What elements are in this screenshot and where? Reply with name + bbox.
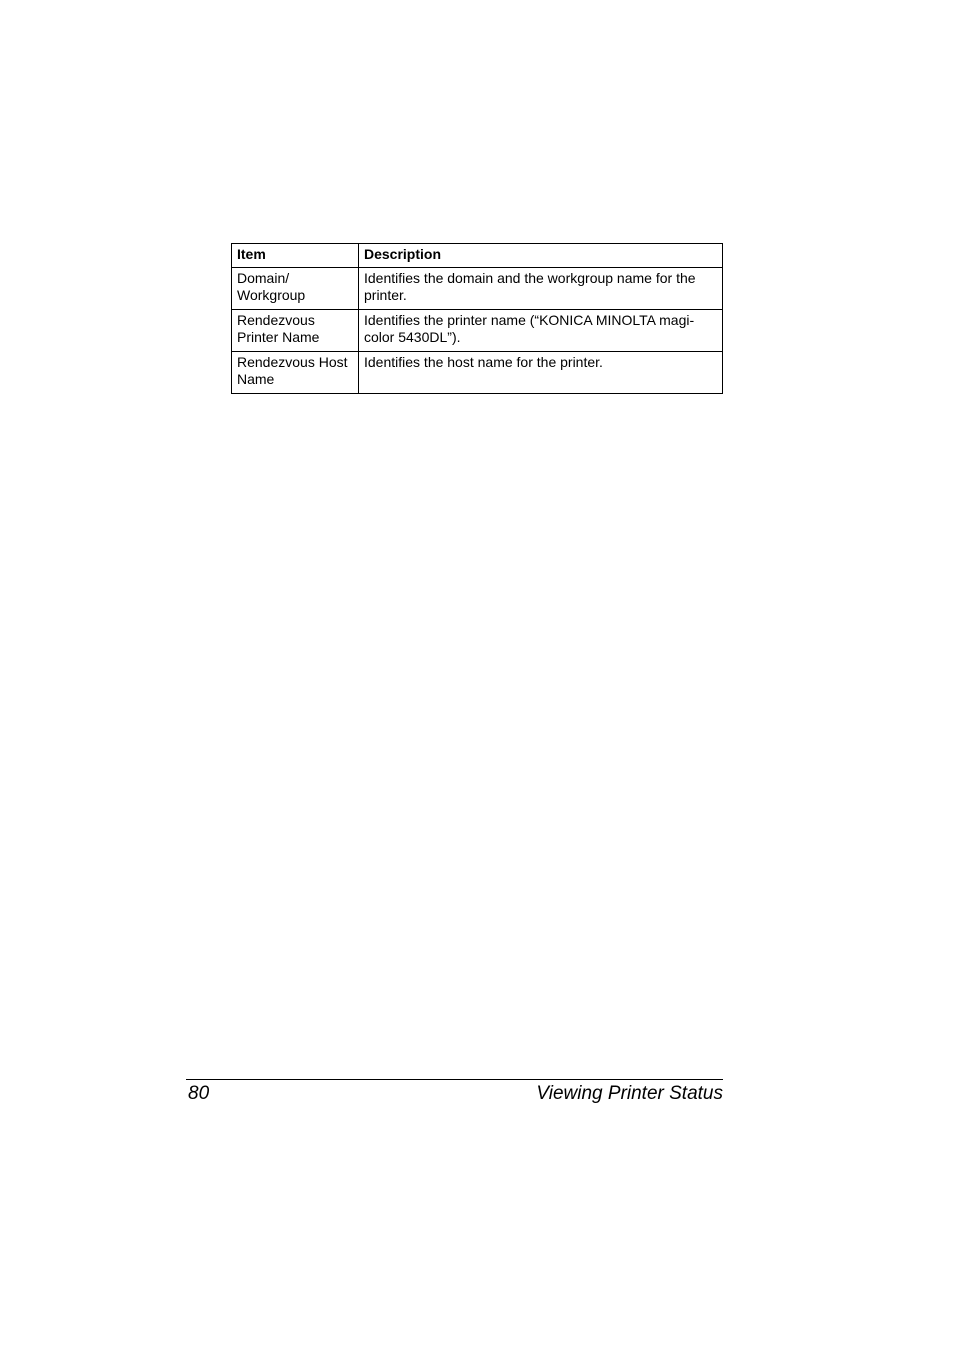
footer-divider (186, 1079, 723, 1080)
table-cell-item: Domain/ Workgroup (232, 267, 359, 309)
table-cell-description: Identifies the printer name (“KONICA MINOLTA magi- color 5430DL”). (359, 309, 723, 351)
table-cell-item: Rendezvous Printer Name (232, 309, 359, 351)
table-cell-item: Rendezvous Host Name (232, 351, 359, 393)
table-row (232, 267, 723, 309)
table-row (232, 351, 723, 393)
footer-section-title: Viewing Printer Status (536, 1083, 723, 1104)
item-description-table (231, 243, 723, 394)
table-row (232, 309, 723, 351)
table-cell-description: Identifies the host name for the printer. (359, 351, 723, 393)
page-number: 80 (188, 1083, 210, 1104)
table-header-row (232, 244, 723, 268)
column-header-description: Description (359, 244, 723, 268)
table-cell-description: Identifies the domain and the workgroup name for the printer. (359, 267, 723, 309)
column-header-item: Item (232, 244, 359, 268)
